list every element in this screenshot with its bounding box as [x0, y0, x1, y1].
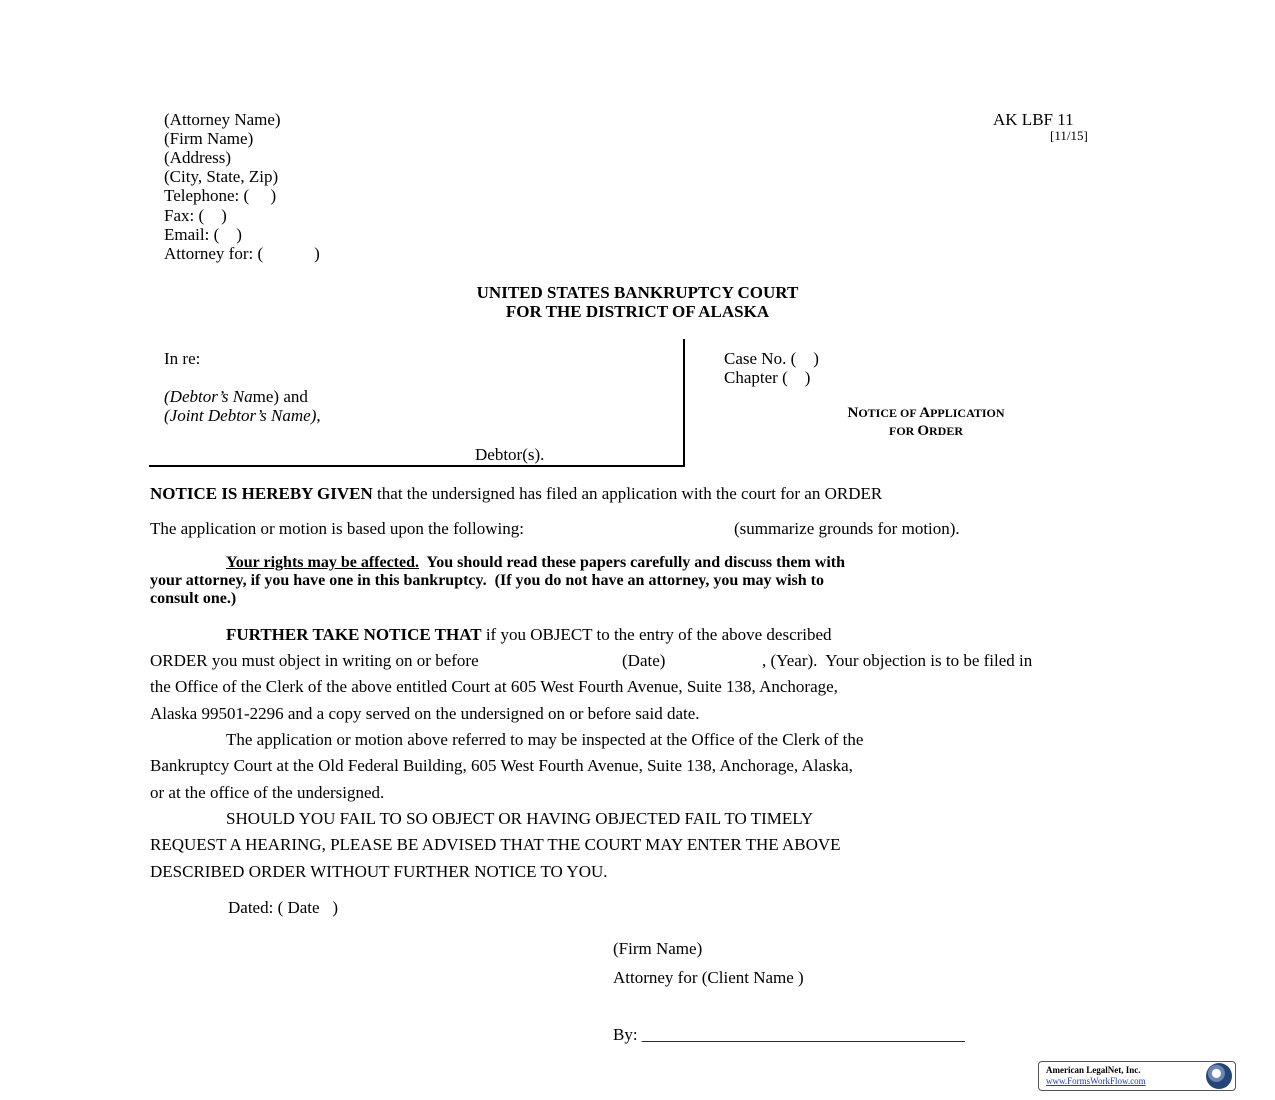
form-revision: [11/15] — [1050, 128, 1088, 143]
further-line1 — [226, 625, 832, 644]
doc-title-rest-1: OTICE OF — [858, 406, 920, 420]
dated-line: Dated: ( Date ) — [228, 898, 338, 917]
fax-line: Fax: ( ) — [164, 206, 227, 225]
inspect-line2: Bankruptcy Court at the Old Federal Building, 605 West Fourth Avenue, Suite 138, Anchorage, Alaska, — [150, 756, 853, 775]
notice-paragraph — [150, 484, 882, 503]
forms-workflow-logo[interactable] — [1038, 1061, 1236, 1091]
basis-placeholder: (summarize grounds for motion). — [734, 519, 960, 538]
further-line2b: , (Year). Your objection is to be filed in — [762, 651, 1033, 670]
city-state-zip-line: (City, State, Zip) — [164, 167, 279, 186]
joint-debtor-line — [164, 406, 321, 425]
debtor-name-rest: me) and — [252, 387, 308, 406]
basis-text: The application or motion is based upon the following: — [150, 519, 524, 538]
further-line2a: ORDER you must object in writing on or before — [150, 651, 479, 670]
inspect-line1: The application or motion above referred to may be inspected at the Office of the Clerk of the — [226, 730, 864, 749]
doc-title-for: FOR — [888, 424, 918, 438]
case-number: Case No. ( ) — [724, 349, 819, 368]
rights-line1 — [226, 554, 845, 572]
doc-title-cap-a: A — [919, 405, 931, 421]
signature-firm-name: (Firm Name) — [613, 939, 703, 958]
further-line1-rest: if you OBJECT to the entry of the above described — [481, 625, 832, 644]
notice-text: that the undersigned has filed an application with the court for an ORDER — [372, 484, 883, 503]
joint-debtor-comma: , — [316, 406, 321, 425]
firm-name-line: (Firm Name) — [164, 129, 254, 148]
attorney-for-line: Attorney for: ( ) — [164, 244, 320, 263]
further-line4: Alaska 99501-2296 and a copy served on the undersigned on or before said date. — [150, 704, 700, 723]
further-line3: the Office of the Clerk of the above entitled Court at 605 West Fourth Avenue, Suite 138, Anchorage, — [150, 677, 838, 696]
doc-title-line2 — [726, 422, 1126, 440]
rights-line1-rest: You should read these papers carefully and discuss them with — [419, 554, 845, 571]
court-title-line2: FOR THE DISTRICT OF ALASKA — [505, 302, 770, 321]
joint-debtor-name: (Joint Debtor’s Name) — [164, 406, 317, 425]
notice-lead: NOTICE IS HEREBY GIVEN — [150, 484, 373, 503]
doc-title-rest-3: RDER — [929, 424, 964, 438]
debtor-name-line — [164, 387, 308, 406]
doc-title-cap-o: O — [917, 423, 929, 439]
in-re-label: In re: — [164, 349, 201, 368]
doc-title-line1 — [726, 404, 1126, 422]
logo-url-link[interactable]: www.FormsWorkFlow.com — [1046, 1076, 1146, 1086]
further-lead: FURTHER TAKE NOTICE THAT — [226, 625, 482, 644]
chapter-number: Chapter ( ) — [724, 368, 811, 387]
debtor-name-italic: (Debtor’s Na — [164, 387, 253, 406]
fail-line2: REQUEST A HEARING, PLEASE BE ADVISED THAT THE COURT MAY ENTER THE ABOVE — [150, 835, 841, 854]
fail-line3: DESCRIBED ORDER WITHOUT FURTHER NOTICE TO YOU. — [150, 862, 608, 881]
rights-line3: consult one.) — [150, 590, 237, 607]
globe-icon — [1206, 1063, 1232, 1089]
caption-vertical-rule — [683, 339, 685, 467]
email-line: Email: ( ) — [164, 225, 242, 244]
doc-title-rest-2: PPLICATION — [930, 406, 1005, 420]
attorney-name-line: (Attorney Name) — [164, 110, 281, 129]
telephone-line: Telephone: ( ) — [164, 186, 277, 205]
rights-underlined: Your rights may be affected. — [226, 554, 420, 571]
form-code: AK LBF 11 — [993, 110, 1074, 129]
doc-title-cap-n: N — [847, 405, 859, 421]
court-title-line1: UNITED STATES BANKRUPTCY COURT — [476, 283, 799, 302]
address-line: (Address) — [164, 148, 232, 167]
fail-line1: SHOULD YOU FAIL TO SO OBJECT OR HAVING OBJECTED FAIL TO TIMELY — [226, 809, 814, 828]
inspect-line3: or at the office of the undersigned. — [150, 783, 385, 802]
signature-by-line: By: ______________________________________ — [613, 1025, 965, 1044]
rights-line2: your attorney, if you have one in this bankruptcy. (If you do not have an attorney, you may wish to — [150, 572, 824, 589]
signature-attorney-for: Attorney for (Client Name ) — [613, 968, 804, 987]
further-date: (Date) — [622, 651, 666, 670]
logo-company-name: American LegalNet, Inc. — [1046, 1065, 1141, 1075]
caption-horizontal-rule — [149, 465, 685, 467]
debtors-label: Debtor(s). — [475, 445, 545, 464]
